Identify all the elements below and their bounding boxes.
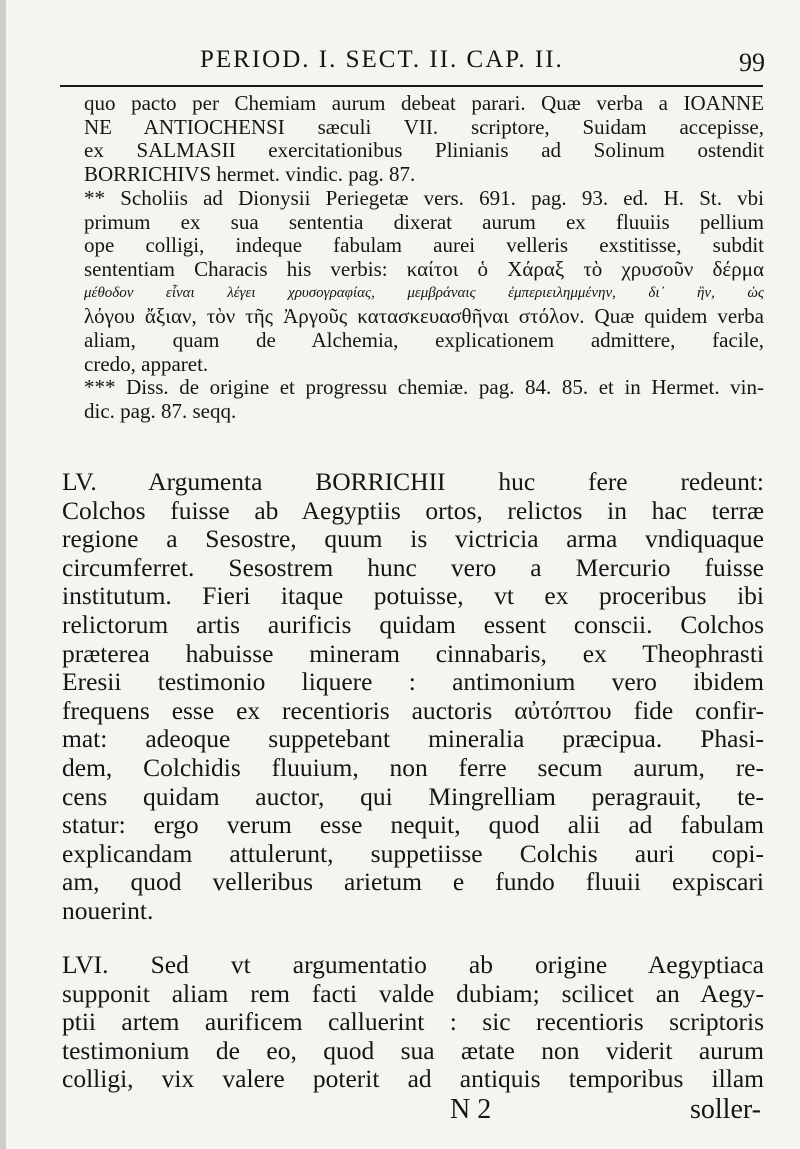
signature-mark: N 2 (450, 1094, 492, 1125)
text-line: ptii artem aurificem calluerint : sic recentioris scriptoris (62, 1008, 764, 1037)
note-line: aliam, quam de Alchemia, explicationem admittere, facile, (84, 329, 764, 353)
note-line: credo, apparet. (84, 352, 209, 376)
text-line: circumferret. Sesostrem hunc vero a Mercurio fuisse (62, 553, 764, 582)
running-header (95, 44, 775, 78)
text-line: statur: ergo verum esse nequit, quod alii ad fabulam (62, 811, 764, 840)
note-line: ex SALMASII exercitationibus Plinianis ad Solinum ostendit (84, 139, 764, 163)
text-line: testimonium de eo, quod sua ætate non viderit aurum (62, 1036, 764, 1065)
greek-note-line: μέθοδον εἶναι λέγει χρυσογραφίας, μεμβράναις ἐμπεριειλημμένην, δι᾽ ἣν, ὡς (84, 284, 764, 301)
text-line: supponit aliam rem facti valde dubiam; scilicet an Aegy- (62, 979, 764, 1008)
header-rule (60, 85, 763, 87)
text-line: am, quod velleribus arietum e fundo fluuii expiscari (62, 868, 764, 897)
text-line: colligi, vix valere poterit ad antiquis temporibus illam (62, 1065, 764, 1094)
note-line: ** Scholiis ad Dionysii Periegetæ vers. 691. pag. 93. ed. H. St. vbi (84, 186, 764, 210)
text-line: regione a Sesostre, quum is victricia arma vndiquaque (62, 525, 764, 554)
text-line: relictorum artis aurificis quidam essent conscii. Colchos (62, 610, 764, 639)
catchword: soller- (690, 1094, 761, 1125)
text-line: mat: adeoque suppetebant mineralia præcipua. Phasi- (62, 725, 764, 754)
note-line: ope colligi, indeque fabulam aurei velleris exstitisse, subdit (84, 234, 764, 258)
text-line: LVI. Sed vt argumentatio ab origine Aegyptiaca (62, 951, 764, 979)
text-line: Colchos fuisse ab Aegyptiis ortos, relictos in hac terræ (62, 496, 764, 525)
text-line: cens quidam auctor, qui Mingrelliam peragrauit, te- (62, 782, 764, 811)
text-line: explicandam attulerunt, suppetiisse Colchis auri copi- (62, 839, 764, 868)
note-line: NE ANTIOCHENSI sæculi VII. scriptore, Suidam accepisse, (84, 115, 764, 139)
text-line: institutum. Fieri itaque potuisse, vt ex proceribus ibi (62, 582, 764, 611)
running-title: PERIOD. I. SECT. II. CAP. II. (200, 46, 564, 73)
note-line: sententiam Characis his verbis: καίτοι ὁ Χάραξ τὸ χρυσοῦν δέρμα (84, 257, 764, 281)
footnotes (84, 92, 764, 424)
text-line: LV. Argumenta BORRICHII huc fere redeunt: (62, 468, 764, 496)
paragraph-lvi (62, 951, 764, 1094)
paragraph-lv (62, 468, 764, 926)
note-line: dic. pag. 87. seqq. (84, 400, 237, 424)
note-line: *** Diss. de origine et progressu chemiæ. pag. 84. 85. et in Hermet. vin- (84, 376, 764, 400)
note-line: primum ex sua sententia dixerat aurum ex fluuiis pellium (84, 210, 764, 234)
text-line: dem, Colchidis fluuium, non ferre secum aurum, re- (62, 753, 764, 782)
text-line: nouerint. (62, 896, 154, 925)
page-number: 99 (739, 48, 765, 77)
text-line: Eresii testimonio liquere : antimonium vero ibidem (62, 668, 764, 697)
note-line: λόγου ἄξιαν, τὸν τῆς Ἀργοῦς κατασκευασθῆναι στόλον. Quæ quidem verba (84, 305, 764, 329)
text-line: frequens esse ex recentioris auctoris αὐτόπτου fide confir- (62, 696, 764, 725)
note-line: quo pacto per Chemiam aurum debeat parari. Quæ verba a IOANNE (84, 92, 764, 115)
page-edge (0, 0, 6, 1149)
note-line: BORRICHIVS hermet. vindic. pag. 87. (84, 163, 416, 187)
text-line: præterea habuisse mineram cinnabaris, ex Theophrasti (62, 639, 764, 668)
